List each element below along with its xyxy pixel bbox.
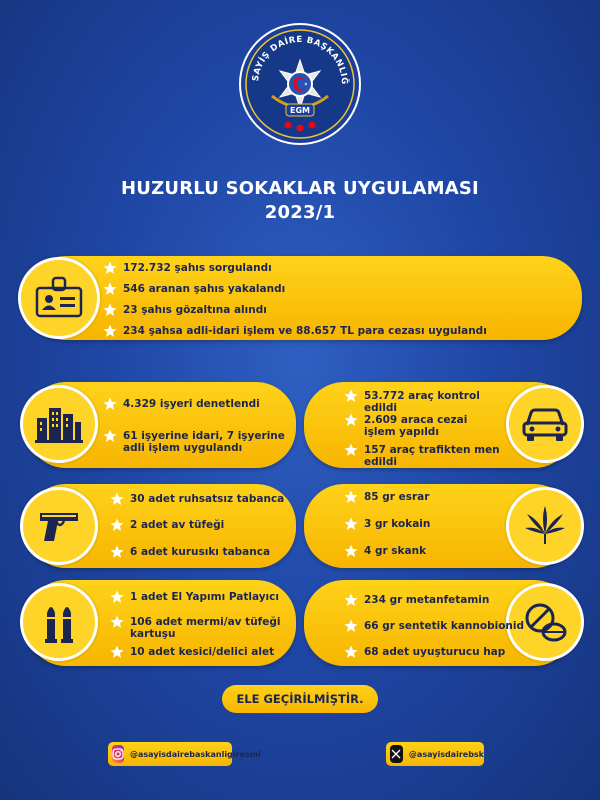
vehicle-item: 53.772 araç kontrol edildi (364, 390, 480, 414)
x-handle-text: @asayisdairebsk (408, 749, 484, 759)
drug-item: 85 gr esrar (364, 491, 430, 503)
star-icon (110, 545, 124, 559)
drug-item: 3 gr kokain (364, 518, 431, 530)
business-item: 4.329 işyeri denetlendi (123, 398, 260, 410)
star-icon (103, 282, 117, 296)
instagram-handle[interactable] (108, 742, 261, 766)
instagram-icon (112, 745, 124, 763)
star-icon (103, 429, 117, 443)
person-item: 23 şahıs gözaltına alındı (123, 304, 267, 316)
star-icon (110, 518, 124, 532)
seized-label: ELE GEÇİRİLMİŞTİR. (222, 685, 378, 713)
logo-arc-text: SAYİŞ DAİRE BAŞKANLIĞ (251, 34, 350, 86)
period-label: 2023/1 (264, 202, 336, 223)
pill-item: 234 gr metanfetamin (364, 594, 490, 606)
page-title: HUZURLU SOKAKLAR UYGULAMASI (121, 178, 479, 199)
x-icon (390, 745, 403, 763)
person-item: 172.732 şahıs sorgulandı (123, 262, 272, 274)
bullets-icon (20, 583, 98, 661)
vehicle-item: 157 araç trafikten men edildi (364, 444, 500, 468)
buildings-icon (20, 385, 98, 463)
logo-badge-text: EGM (290, 106, 310, 115)
star-icon (344, 645, 358, 659)
id-card-icon (18, 257, 100, 339)
star-icon (103, 324, 117, 338)
star-icon (103, 261, 117, 275)
weapon-item: 6 adet kurusıkı tabanca (130, 546, 271, 558)
star-icon (110, 615, 124, 629)
star-icon (344, 443, 358, 457)
drug-item: 4 gr skank (364, 545, 427, 557)
instagram-handle-text: @asayisdairebaskanligiresmi (130, 749, 261, 759)
star-icon (344, 389, 358, 403)
ammo-item: 10 adet kesici/delici alet (130, 646, 275, 658)
star-icon (344, 413, 358, 427)
star-icon (344, 544, 358, 558)
star-icon (344, 517, 358, 531)
x-handle[interactable] (386, 742, 484, 766)
person-item: 546 aranan şahıs yakalandı (123, 283, 286, 295)
weapon-item: 30 adet ruhsatsız tabanca (130, 493, 285, 505)
pill-item: 66 gr sentetik kannobionid (364, 620, 525, 632)
star-icon (110, 492, 124, 506)
star-icon (344, 619, 358, 633)
car-icon (506, 385, 584, 463)
egm-asayis-logo (238, 22, 362, 146)
star-icon (103, 303, 117, 317)
star-icon (110, 645, 124, 659)
pill-item: 68 adet uyuşturucu hap (364, 646, 506, 658)
star-icon (110, 590, 124, 604)
person-item: 234 şahsa adli-idari işlem ve 88.657 TL para cezası uygulandı (123, 325, 487, 337)
star-icon (344, 490, 358, 504)
cannabis-leaf-icon (506, 487, 584, 565)
weapon-item: 2 adet av tüfeği (130, 519, 225, 531)
business-item: 61 işyerine idari, 7 işyerine adli işlem uygulandı (123, 430, 285, 454)
vehicle-item: 2.609 araca cezai işlem yapıldı (364, 414, 468, 438)
ammo-item: 106 adet mermi/av tüfeği kartuşu (130, 616, 281, 640)
pistol-icon (20, 487, 98, 565)
ammo-item: 1 adet El Yapımı Patlayıcı (130, 591, 279, 603)
star-icon (344, 593, 358, 607)
star-icon (103, 397, 117, 411)
